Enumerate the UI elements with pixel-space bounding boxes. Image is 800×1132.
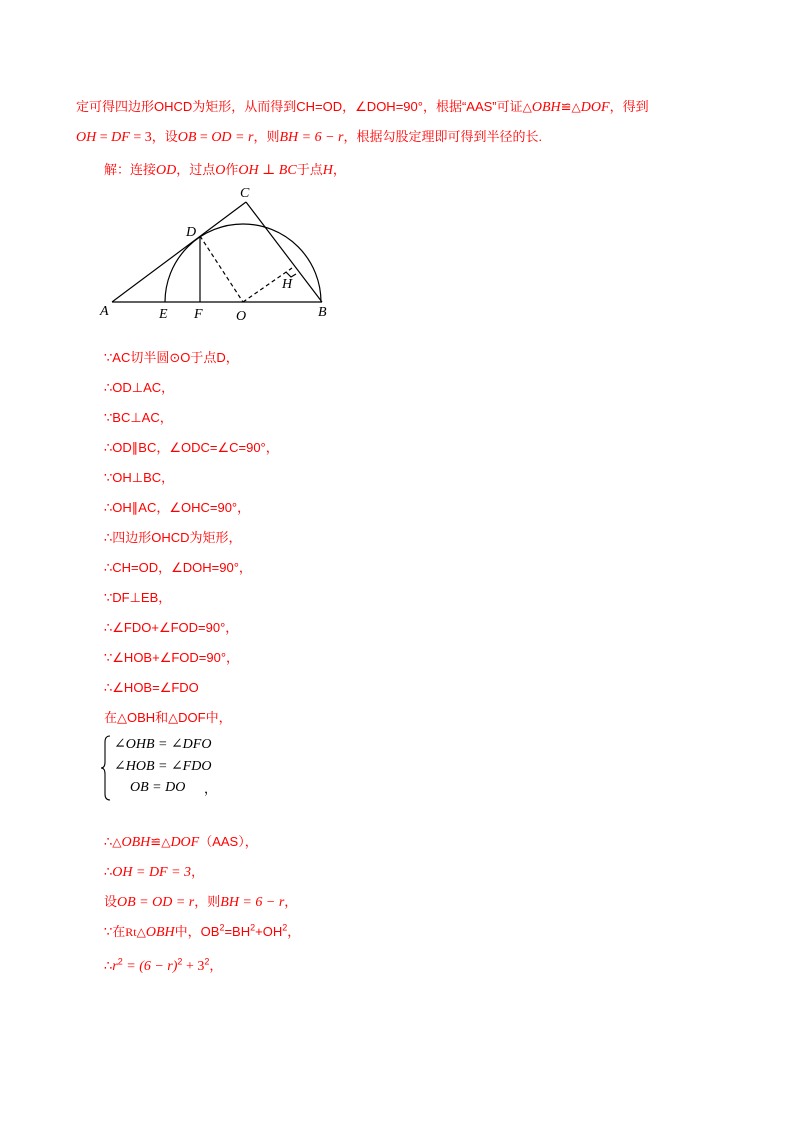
math-ob-od-r: OB = OD = r	[117, 895, 195, 910]
intro-text: ，则	[253, 129, 280, 144]
step-10: ∴∠FDO+∠FOD=90°，	[104, 620, 239, 635]
math-df: DF	[111, 130, 130, 145]
because-symbol: ∵在	[104, 924, 126, 939]
label-o: O	[236, 309, 247, 324]
equation-system	[100, 734, 230, 804]
step-11: ∵∠HOB+∠FOD=90°，	[104, 650, 240, 665]
congruent-symbol: ≌	[560, 99, 572, 114]
intro-line-1	[76, 97, 649, 118]
exponent: 2	[117, 956, 123, 967]
conclusion-text: 设	[104, 894, 118, 909]
label-b: B	[318, 305, 327, 320]
therefore-symbol: ∴	[104, 864, 113, 879]
math-bh-6-r: BH = 6 − r	[220, 895, 285, 910]
math-rt: Rt	[125, 925, 137, 939]
math-oh: OH	[76, 130, 97, 145]
step-13: 在△OBH和△DOF中，	[104, 710, 232, 725]
math-oh-df-3: OH = DF = 3	[112, 865, 192, 880]
segment-do-dashed	[200, 236, 243, 302]
math-od: OD	[156, 163, 177, 178]
step-8: ∴CH=OD，∠DOH=90°，	[104, 560, 252, 575]
math-obh: OBH	[121, 835, 151, 850]
exponent: 2	[250, 922, 256, 933]
math-od: OD	[211, 130, 232, 145]
exponent: 2	[282, 922, 288, 933]
system-eq-2: ∠HOB = ∠FDO	[114, 759, 212, 774]
conclusion-4	[104, 922, 300, 943]
brace-icon	[100, 734, 112, 802]
segment-ac	[112, 202, 246, 302]
conclusion-text: ，则	[194, 894, 221, 909]
math-r: r	[112, 959, 118, 974]
conclusion-1	[104, 832, 258, 853]
label-h: H	[282, 277, 293, 292]
conclusion-text: （AAS），	[199, 834, 258, 849]
math-triangle-obh: OBH	[531, 100, 561, 115]
exponent: 2	[219, 922, 225, 933]
triangle-icon: △	[136, 925, 146, 939]
therefore-symbol: ∴	[104, 958, 113, 973]
math-bh: BH	[279, 130, 299, 145]
system-end: ，	[204, 781, 218, 796]
intro-text: ，得到	[609, 99, 649, 114]
system-eq-3: OB = DO	[130, 780, 186, 795]
conclusion-3	[104, 892, 297, 913]
triangle-icon: △	[522, 100, 532, 114]
label-c: C	[240, 186, 250, 201]
congruent-symbol: ≌	[150, 834, 162, 849]
intro-line-2	[76, 127, 542, 148]
solution-text: ，	[332, 162, 346, 177]
intro-text: ，根据勾股定理即可得到半径的长.	[343, 129, 543, 144]
intro-text: ∠DOH=90°，根据“AAS”可证	[355, 99, 523, 114]
label-a: A	[100, 304, 109, 319]
step-3: ∵BC⊥AC，	[104, 410, 173, 425]
conclusion-2	[104, 862, 204, 883]
triangle-icon: △	[161, 835, 171, 849]
step-1: ∵AC切半圆⊙O于点D，	[104, 350, 239, 365]
solution-text: 解：连接	[104, 162, 157, 177]
exponent: 2	[204, 956, 210, 967]
math-ob: OB	[177, 130, 197, 145]
math-6-minus-r: = (6 − r)	[122, 959, 178, 974]
triangle-icon: △	[112, 835, 122, 849]
math-eq: =	[196, 130, 212, 145]
geometry-figure	[92, 180, 352, 325]
label-f: F	[194, 307, 203, 322]
conclusion-5	[104, 956, 222, 977]
label-d: D	[186, 225, 197, 240]
exponent: 2	[177, 956, 183, 967]
conclusion-text: ，	[284, 894, 298, 909]
math-obh: OBH	[145, 925, 175, 940]
math-dof: DOF	[170, 835, 200, 850]
conclusion-text: ，	[191, 864, 205, 879]
math-6-r: = 6 − r	[298, 130, 344, 145]
math-triangle-dof: DOF	[580, 100, 610, 115]
therefore-symbol: ∴	[104, 834, 113, 849]
step-4: ∴OD∥BC，∠ODC=∠C=90°，	[104, 440, 279, 455]
label-e: E	[159, 307, 168, 322]
intro-text: ，设	[151, 129, 178, 144]
math-r: = r	[231, 130, 254, 145]
math-plus-3: + 3	[182, 959, 205, 974]
conclusion-text: =BH	[224, 924, 251, 939]
triangle-icon: △	[571, 100, 581, 114]
math-h: H	[322, 163, 333, 178]
conclusion-text: ，	[287, 924, 301, 939]
step-7: ∴四边形OHCD为矩形，	[104, 530, 242, 545]
solution-text: 于点	[296, 162, 323, 177]
conclusion-text: 中，OB	[174, 924, 220, 939]
solution-text: ，过点	[176, 162, 216, 177]
step-2: ∴OD⊥AC，	[104, 380, 175, 395]
math-eq: =	[96, 130, 112, 145]
intro-text: 定可得四边形OHCD为矩形，从而得到CH=OD，	[76, 99, 356, 114]
math-oh-perp-bc: OH ⊥ BC	[238, 163, 297, 178]
conclusion-text: +OH	[255, 924, 283, 939]
step-12: ∴∠HOB=∠FDO	[104, 680, 199, 695]
conclusion-text: ，	[209, 958, 223, 973]
step-5: ∵OH⊥BC，	[104, 470, 175, 485]
solution-head	[104, 160, 346, 181]
math-3: = 3	[129, 130, 152, 145]
system-eq-1: ∠OHB = ∠DFO	[114, 737, 212, 752]
step-9: ∵DF⊥EB，	[104, 590, 172, 605]
solution-text: 作	[225, 162, 239, 177]
math-o: O	[215, 163, 226, 178]
step-6: ∴OH∥AC，∠OHC=90°，	[104, 500, 251, 515]
